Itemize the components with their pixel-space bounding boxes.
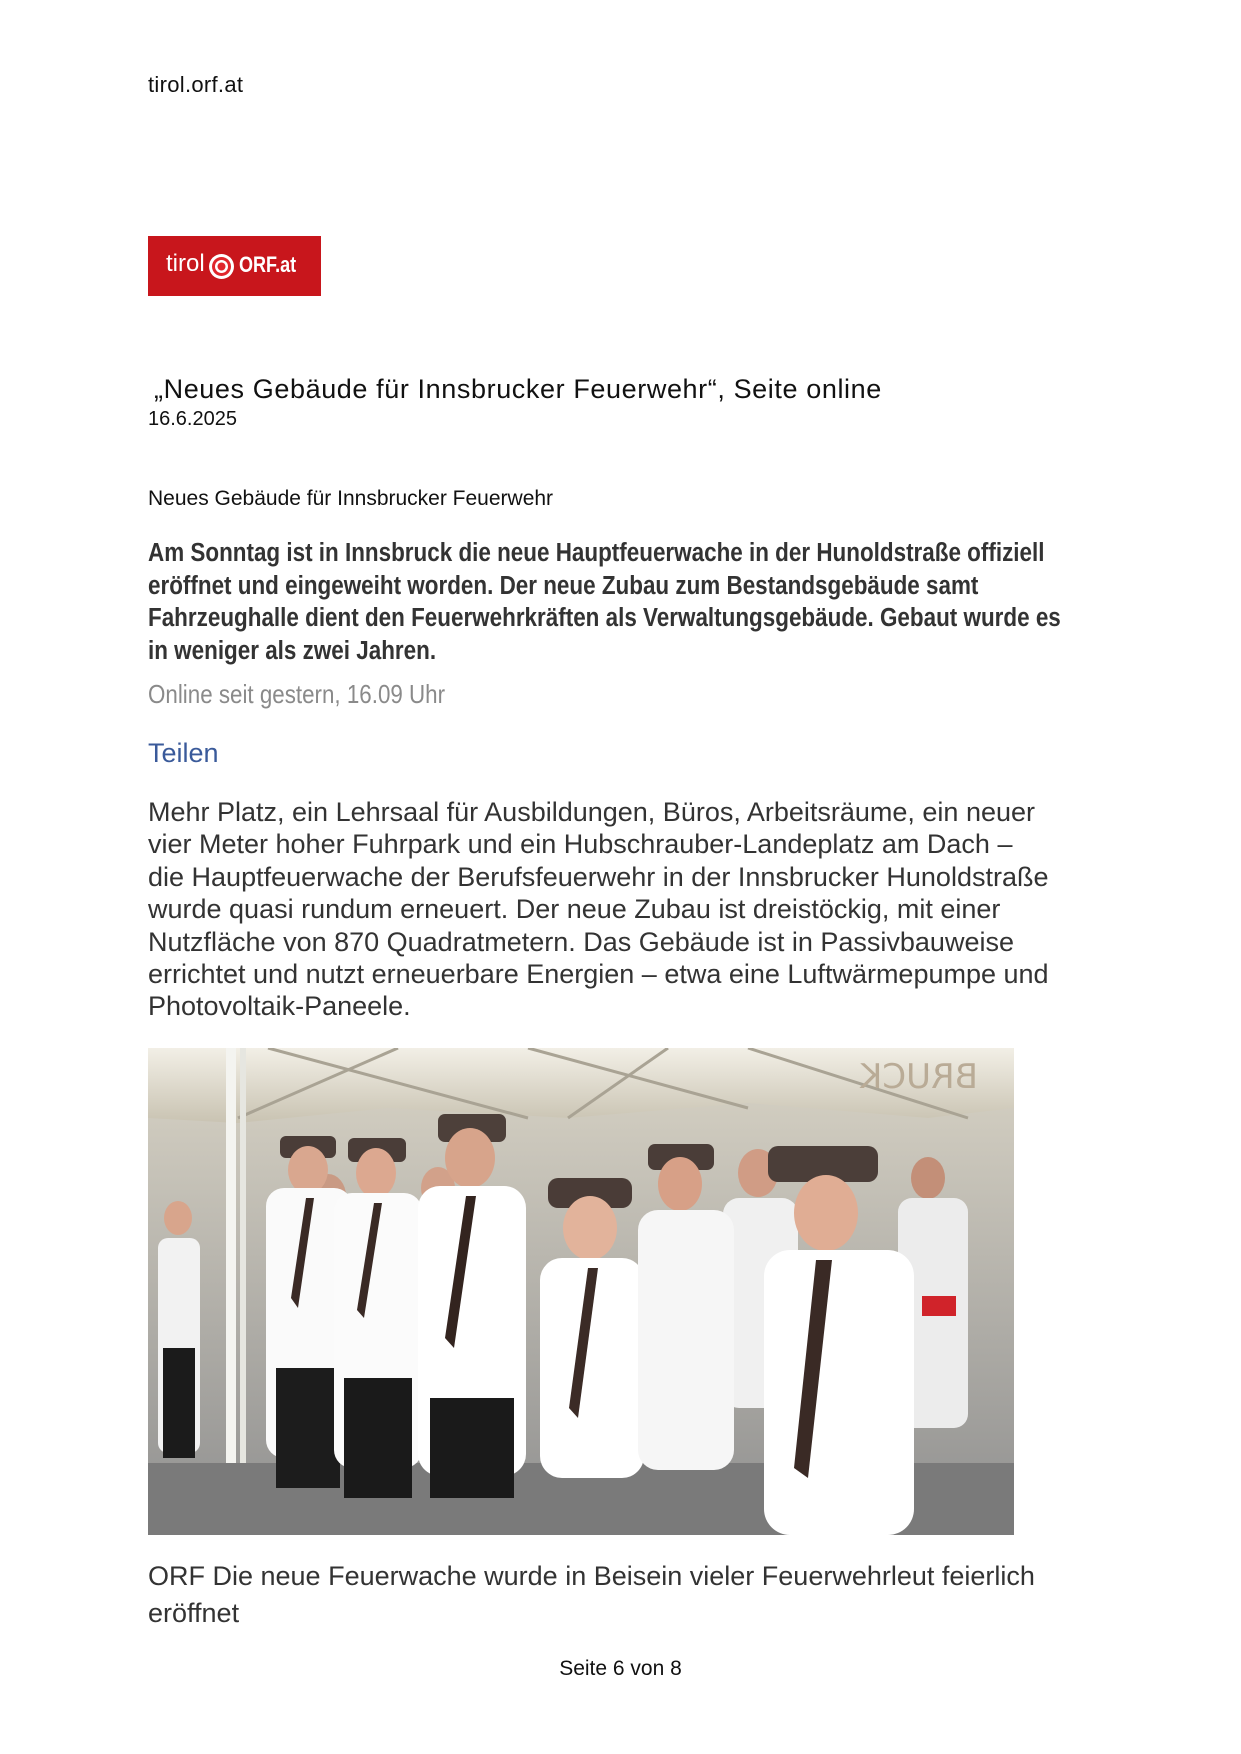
article-photo [148,1048,1014,1535]
orf-tirol-logo[interactable] [148,236,321,296]
lead-line: in weniger als zwei Jahren. [148,636,437,665]
article-body [148,796,1108,1023]
logo-text-tirol: tirol [166,250,205,277]
body-line: Photovoltaik-Paneele. [148,991,411,1022]
article-timestamp: Online seit gestern, 16.09 Uhr [148,679,446,709]
body-line: errichtet und nutzt erneuerbare Energien – etwa eine Luftwärmepumpe und [148,959,1049,990]
body-line: Nutzfläche von 870 Quadratmetern. Das Gebäude ist in Passivbauweise [148,926,1014,957]
article-lead [148,537,1098,667]
lead-line: Fahrzeughalle dient den Feuerwehrkräften als Verwaltungsgebäude. Gebaut wurde es [148,604,1061,633]
lead-line: eröffnet und eingeweiht worden. Der neue Zubau zum Bestandsgebäude samt [148,571,979,600]
caption-line: eröffnet [148,1598,240,1628]
body-line: Mehr Platz, ein Lehrsaal für Ausbildungen, Büros, Arbeitsräume, ein neuer [148,797,1036,827]
caption-line: ORF Die neue Feuerwache wurde in Beisein vieler Feuerwehrleut feierlich [148,1561,1035,1591]
lead-line: Am Sonntag ist in Innsbruck die neue Hauptfeuerwache in der Hunoldstraße offiziell [148,539,1045,567]
body-line: die Hauptfeuerwache der Berufsfeuerwehr in der Innsbrucker Hunoldstraße [148,861,1049,892]
photo-caption [148,1558,1108,1632]
body-line: vier Meter hoher Fuhrpark und ein Hubschrauber-Landeplatz am Dach – [148,829,1013,860]
document-date: 16.6.2025 [148,408,237,430]
page-number: Seite 6 von 8 [559,1657,682,1680]
document-title: „Neues Gebäude für Innsbrucker Feuerwehr“, Seite online [154,374,882,404]
logo-text-orf: ORF.at [239,252,297,277]
firefighters-photo-illustration [148,1048,1014,1535]
photo-sign-text: BRUCK [860,1057,978,1097]
orf-eye-icon [208,253,235,280]
article-kicker: Neues Gebäude für Innsbrucker Feuerwehr [148,487,554,510]
body-line: wurde quasi rundum erneuert. Der neue Zubau ist dreistöckig, mit einer [148,894,1001,925]
share-link[interactable]: Teilen [148,738,219,768]
site-url: tirol.orf.at [148,72,244,97]
